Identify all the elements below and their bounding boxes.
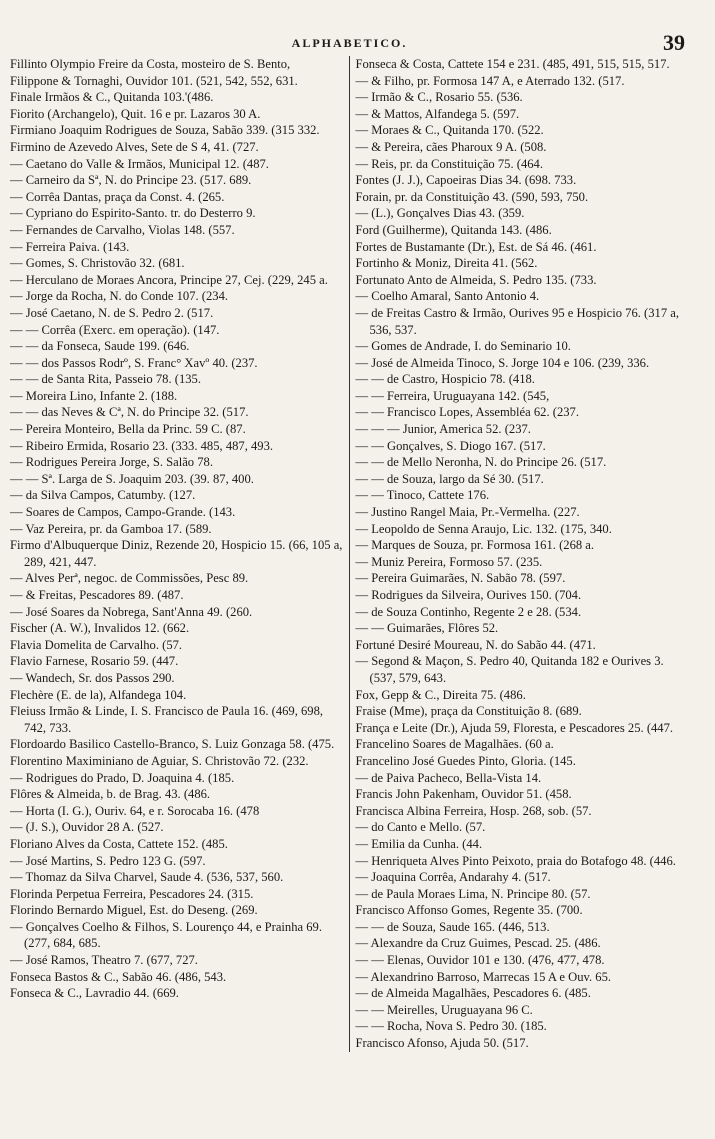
directory-entry: — Ribeiro Ermida, Rosario 23. (333. 485, 487, 493. (10, 438, 274, 453)
directory-entry: Fontes (J. J.), Capoeiras Dias 34. (698. 733. (355, 173, 577, 188)
directory-entry: — — Sª. Larga de S. Joaquim 203. (39. 87, 400. (10, 471, 254, 486)
directory-entry: — — Francisco Lopes, Assembléa 62. (237. (355, 405, 580, 420)
directory-entry: — Reis, pr. da Constituição 75. (464. (355, 156, 543, 171)
directory-entry: — — Guimarães, Flôres 52. (355, 621, 499, 636)
directory-entry: — — de Souza, Saude 165. (446, 513. (355, 919, 550, 934)
directory-entry: — Moraes & C., Quitanda 170. (522. (355, 123, 544, 138)
directory-entry: Florentino Maximiniano de Aguiar, S. Christovão 72. (232. (10, 753, 309, 768)
directory-entry: Fox, Gepp & C., Direita 75. (486. (355, 687, 526, 702)
directory-entry: — & Filho, pr. Formosa 147 A, e Aterrado 132. (517. (355, 73, 625, 88)
directory-entry: — — de Mello Neronha, N. do Principe 26. (517. (355, 455, 607, 470)
directory-entry: — Jorge da Rocha, N. do Conde 107. (234. (10, 289, 229, 304)
directory-entry: — — de Souza, largo da Sé 30. (517. (355, 471, 544, 486)
directory-entry: — Thomaz da Silva Charvel, Saude 4. (536, 537, 560. (10, 870, 284, 885)
directory-entry: — Coelho Amaral, Santo Antonio 4. (355, 289, 540, 304)
directory-entry: — Carneiro da Sª, N. do Principe 23. (517. 689. (10, 173, 252, 188)
directory-entry: Fortuné Desiré Moureau, N. do Sabão 44. (471. (355, 637, 596, 652)
directory-entry: — Rodrigues da Silveira, Ourives 150. (704. (355, 588, 582, 602)
directory-entry: — Rodrigues do Prado, D. Joaquina 4. (185. (10, 770, 235, 785)
directory-entry: — Leopoldo de Senna Araujo, Lic. 132. (175, 340. (355, 521, 612, 536)
directory-entry: — — Ferreira, Uruguayana 142. (545, (355, 388, 550, 403)
directory-entry: Fraise (Mme), praça da Constituição 8. (689. (355, 704, 582, 719)
directory-entry: Francisco Affonso Gomes, Regente 35. (700. (355, 903, 583, 918)
directory-entry: — Fernandes de Carvalho, Violas 148. (557. (10, 222, 235, 237)
directory-entry: Florinda Perpetua Ferreira, Pescadores 24. (315. (10, 886, 254, 901)
directory-entry: Fonseca Bastos & C., Sabão 46. (486, 543. (10, 969, 227, 984)
directory-entry: — José de Almeida Tinoco, S. Jorge 104 e 106. (239, 336. (355, 355, 650, 370)
directory-entry: Francelino Soares de Magalhães. (60 a. (355, 737, 554, 752)
directory-entry: — Rodrigues Pereira Jorge, S. Salão 78. (10, 455, 213, 470)
directory-entry: Fonseca & C., Lavradio 44. (669. (10, 986, 179, 1001)
directory-entry: — (L.), Gonçalves Dias 43. (359. (355, 206, 525, 221)
directory-columns (10, 56, 689, 1052)
directory-entry: — — Tinoco, Cattete 176. (355, 488, 490, 503)
directory-entry: — Joaquina Corrêa, Andarahy 4. (517. (355, 870, 551, 885)
directory-entry: — Corrêa Dantas, praça da Const. 4. (265. (10, 189, 225, 204)
directory-entry: Florindo Bernardo Miguel, Est. do Deseng. (269. (10, 903, 258, 918)
directory-entry: — de Souza Continho, Regente 2 e 28. (534. (355, 604, 582, 619)
directory-entry: Flechère (E. de la), Alfandega 104. (10, 687, 187, 702)
directory-entry: — — da Fonseca, Saude 199. (646. (10, 339, 190, 354)
directory-entry: Firmiano Joaquim Rodrigues de Souza, Sabão 339. (315 332. (10, 123, 320, 138)
directory-entry: — — das Neves & Cª, N. do Principe 32. (517. (10, 405, 249, 420)
directory-entry: Fortinho & Moniz, Direita 41. (562. (355, 256, 538, 271)
directory-entry: — Soares de Campos, Campo-Grande. (143. (10, 505, 236, 520)
directory-entry: — — Rocha, Nova S. Pedro 30. (185. (355, 1019, 547, 1034)
directory-entry: — José Soares da Nobrega, Sant'Anna 49. (260. (10, 604, 253, 619)
directory-entry: — Alexandre da Cruz Guimes, Pescad. 25. (486. (355, 936, 601, 951)
directory-entry: — Vaz Pereira, pr. da Gamboa 17. (589. (10, 521, 212, 536)
directory-entry: — Pereira Guimarães, N. Sabão 78. (597. (355, 571, 566, 586)
directory-entry: — de Freitas Castro & Irmão, Ourives 95 e Hospicio 76. (317 a, 536, 537. (355, 305, 680, 337)
directory-entry: — Gonçalves Coelho & Filhos, S. Lourenço 44, e Prainha 69. (277, 684, 685. (10, 919, 323, 951)
directory-entry: Filippone & Tornaghi, Ouvidor 101. (521, 542, 552, 631. (10, 73, 298, 88)
directory-entry: — Irmão & C., Rosario 55. (536. (355, 90, 523, 105)
directory-entry: Forain, pr. da Constituição 43. (590, 593, 750. (355, 189, 589, 204)
directory-entry: — Marques de Souza, pr. Formosa 161. (268 a. (355, 538, 595, 553)
directory-entry: — Alves Perª, negoc. de Commissões, Pesc 89. (10, 571, 249, 586)
directory-entry: — de Almeida Magalhães, Pescadores 6. (485. (355, 986, 591, 1001)
page-title: ALPHABETICO. (291, 36, 408, 50)
directory-entry: — Gomes, S. Christovão 32. (681. (10, 256, 185, 271)
directory-entry: Fortunato Anto de Almeida, S. Pedro 135. (733. (355, 272, 597, 287)
directory-entry: Fortes de Bustamante (Dr.), Est. de Sá 46. (461. (355, 239, 597, 254)
directory-entry: — Pereira Monteiro, Bella da Princ. 59 C. (87. (10, 422, 246, 437)
directory-entry: — — de Santa Rita, Passeio 78. (135. (10, 372, 201, 387)
directory-entry: — Horta (I. G.), Ouriv. 64, e r. Sorocaba 16. (478 (10, 803, 260, 818)
directory-entry: Ford (Guilherme), Quitanda 143. (486. (355, 222, 552, 237)
directory-entry: Firmino de Azevedo Alves, Sete de S 4, 41. (727. (10, 139, 259, 154)
directory-entry: Fonseca & Costa, Cattete 154 e 231. (485, 491, 515, 515, 517. (355, 57, 670, 71)
directory-entry: — Moreira Lino, Infante 2. (188. (10, 388, 178, 403)
page-header (10, 30, 689, 56)
directory-entry: — — Gonçalves, S. Diogo 167. (517. (355, 438, 546, 453)
directory-entry: — de Paula Moraes Lima, N. Principe 80. (57. (355, 886, 591, 901)
left-column (10, 56, 350, 1052)
directory-entry: Floriano Alves da Costa, Cattete 152. (485. (10, 836, 228, 851)
directory-entry: Finale Irmãos & C., Quitanda 103.'(486. (10, 90, 214, 105)
directory-entry: Flôres & Almeida, b. de Brag. 43. (486. (10, 787, 211, 802)
directory-entry: — de Paiva Pacheco, Bella-Vista 14. (355, 770, 542, 785)
directory-entry: — & Pereira, cães Pharoux 9 A. (508. (355, 139, 547, 154)
page-number: 39 (663, 30, 685, 55)
directory-entry: — José Martins, S. Pedro 123 G. (597. (10, 853, 206, 868)
directory-entry: — Gomes de Andrade, I. do Seminario 10. (355, 339, 571, 354)
directory-entry: Fillinto Olympio Freire da Costa, mosteiro de S. Bento, (10, 57, 291, 71)
directory-entry: — Caetano do Valle & Irmãos, Municipal 12. (487. (10, 156, 269, 171)
directory-entry: — do Canto e Mello. (57. (355, 820, 486, 835)
directory-entry: — José Caetano, N. de S. Pedro 2. (517. (10, 305, 214, 320)
directory-entry: Flavia Domelita de Carvalho. (57. (10, 637, 183, 652)
directory-entry: — — dos Passos Rodrº, S. Franc° Xavº 40. (237. (10, 355, 258, 370)
directory-entry: — Henriqueta Alves Pinto Peixoto, praia do Botafogo 48. (446. (355, 853, 676, 868)
directory-entry: Francisco Afonso, Ajuda 50. (517. (355, 1036, 529, 1051)
directory-entry: Fleiuss Irmão & Linde, I. S. Francisco de Paula 16. (469, 698, 742, 733. (10, 704, 324, 735)
directory-entry: — — Meirelles, Uruguayana 96 C. (355, 1002, 533, 1017)
directory-entry: — Cypriano do Espirito-Santo. tr. do Desterro 9. (10, 206, 256, 221)
directory-entry: França e Leite (Dr.), Ajuda 59, Floresta, e Pescadores 25. (447. (355, 720, 674, 735)
directory-entry: — — Elenas, Ouvidor 101 e 130. (476, 477, 478. (355, 953, 605, 968)
directory-entry: Fischer (A. W.), Invalidos 12. (662. (10, 621, 190, 636)
directory-entry: Francisca Albina Ferreira, Hosp. 268, sob. (57. (355, 803, 592, 818)
directory-entry: — & Mattos, Alfandega 5. (597. (355, 106, 520, 121)
directory-entry: Firmo d'Albuquerque Diniz, Rezende 20, Hospicio 15. (66, 105 a, 289, 421, 447. (10, 538, 343, 569)
directory-entry: — Justino Rangel Maia, Pr.-Vermelha. (227. (355, 505, 580, 520)
directory-entry: — Herculano de Moraes Ancora, Principe 27, Cej. (229, 245 a. (10, 272, 328, 287)
directory-entry: — Segond & Maçon, S. Pedro 40, Quitanda 182 e Ourives 3. (537, 579, 643. (355, 654, 664, 685)
directory-entry: — — — Junior, America 52. (237. (355, 422, 531, 437)
directory-entry: Flavio Farnese, Rosario 59. (447. (10, 654, 179, 669)
directory-entry: — José Ramos, Theatro 7. (677, 727. (10, 953, 198, 968)
directory-entry: — Emilia da Cunha. (44. (355, 836, 483, 851)
right-column (350, 56, 690, 1052)
directory-entry: — Alexandrino Barroso, Marrecas 15 A e Ouv. 65. (355, 969, 612, 984)
directory-entry: — — de Castro, Hospicio 78. (418. (355, 372, 535, 387)
directory-entry: Flordoardo Basilico Castello-Branco, S. Luiz Gonzaga 58. (475. (10, 737, 335, 752)
directory-entry: — (J. S.), Ouvidor 28 A. (527. (10, 820, 164, 835)
directory-entry: — Ferreira Paiva. (143. (10, 239, 130, 254)
directory-entry: — da Silva Campos, Catumby. (127. (10, 488, 196, 503)
directory-entry: — Muniz Pereira, Formoso 57. (235. (355, 554, 543, 569)
directory-entry: Francis John Pakenham, Ouvidor 51. (458. (355, 787, 572, 802)
directory-entry: Francelino José Guedes Pinto, Gloria. (145. (355, 753, 576, 768)
directory-entry: — — Corrêa (Exerc. em operação). (147. (10, 322, 220, 337)
directory-entry: — Wandech, Sr. dos Passos 290. (10, 670, 175, 685)
directory-entry: Fiorito (Archangelo), Quit. 16 e pr. Lazaros 30 A. (10, 106, 261, 121)
directory-entry: — & Freitas, Pescadores 89. (487. (10, 588, 184, 602)
